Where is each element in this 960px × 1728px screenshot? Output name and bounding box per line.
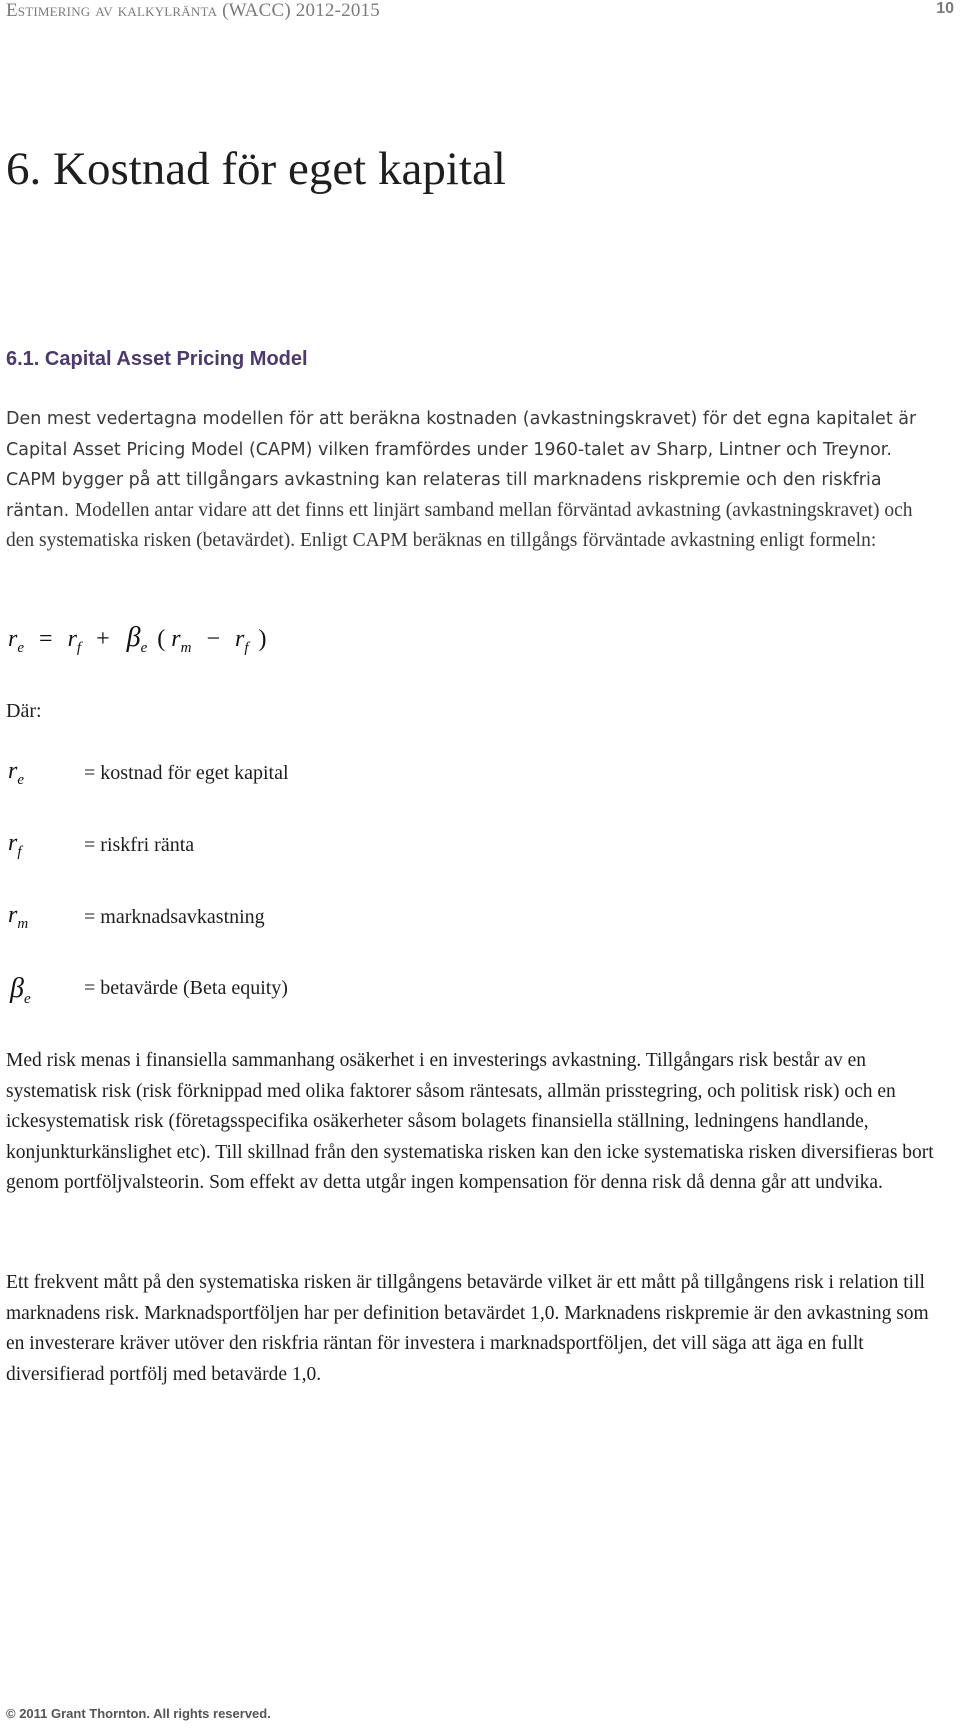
- definition-text: = betavärde (Beta equity): [84, 977, 288, 999]
- running-header: [6, 0, 956, 26]
- formula-r-m: rm: [171, 626, 192, 656]
- formula-equals: =: [39, 626, 53, 652]
- page-number: 10: [936, 0, 954, 17]
- beta-paragraph: Ett frekvent mått på den systematiska risken är tillgångens betavärde vilket är ett mått på tillgångens risk i relation till marknadens risk. Marknadsportföljen har per definition betavärdet 1,0. Marknadens riskpremie är den avkastning som en investerare kräver utöver den riskfria räntan för investera i marknadsportföljen, det vill säga att äga en fullt diversifierad portfölj med betavärde 1,0.: [6, 1272, 929, 1385]
- section-title: 6.1. Capital Asset Pricing Model: [6, 348, 308, 370]
- formula-plus: +: [96, 626, 110, 652]
- definition-text: = riskfri ränta: [84, 834, 195, 856]
- definition-row: [8, 902, 608, 942]
- intro-text: Den mest vedertagna modellen för att beräkna kostnaden (avkastningskravet) för det egna kapitalet är Capital Asset Pricing Model (CAPM) vilken framfördes under 1960-talet av Sharp, Lintner och Treynor. CAPM bygger på att tillgångars avkastning kan relateras till marknadens riskpremie och den riskfria räntan.: [6, 409, 917, 521]
- formula-r-f: rf: [67, 626, 82, 656]
- definitions-label: Där:: [6, 700, 42, 722]
- definition-row: [8, 830, 608, 870]
- definition-row: [8, 758, 608, 798]
- definition-text: = kostnad för eget kapital: [84, 762, 289, 784]
- formula-open-paren: (: [157, 626, 166, 652]
- definition-row: [8, 973, 608, 1013]
- formula-r-e: re: [8, 626, 25, 656]
- definition-symbol: $r_m$: [8, 902, 29, 932]
- intro-paragraph: [6, 404, 934, 557]
- formula-beta-e: βe: [126, 622, 148, 656]
- footer-copyright: © 2011 Grant Thornton. All rights reserved.: [6, 1706, 271, 1721]
- definition-symbol: $\beta_e$: [10, 973, 31, 1007]
- capm-formula: [8, 622, 267, 672]
- formula-r-f-2: rf: [234, 626, 249, 656]
- running-title: Estimering av kalkylränta (WACC) 2012-2015: [6, 0, 380, 21]
- formula-minus: −: [206, 626, 220, 652]
- formula-close-paren: ): [258, 626, 267, 652]
- definition-symbol: $r_f$: [8, 830, 22, 860]
- definition-text: = marknadsavkastning: [84, 906, 265, 928]
- risk-paragraph: Med risk menas i finansiella sammanhang osäkerhet i en investerings avkastning. Tillgångars risk består av en systematisk risk (risk förknippad med olika faktorer såsom räntesats, allmän prisstegring, och politisk risk) och en ickesystematisk risk (företagsspecifika osäkerheter såsom bolagets finansiella ställning, ledningens handlande, konjunkturkänslighet etc). Till skillnad från den systematiska risken kan den icke systematiska risken diversifieras bort genom portföljvalsteorin. Som effekt av detta utgår ingen kompensation för denna risk då denna går att undvika.: [6, 1050, 934, 1193]
- intro-continuation-text: Modellen antar vidare att det finns ett linjärt samband mellan förväntad avkastning (avkastningskravet) och den systematiska risken (betavärdet). Enligt CAPM beräknas en tillgångs förväntade avkastning enligt formeln:: [6, 499, 913, 551]
- chapter-title: 6. Kostnad för eget kapital: [6, 143, 506, 195]
- definition-symbol: $r_e$: [8, 758, 25, 788]
